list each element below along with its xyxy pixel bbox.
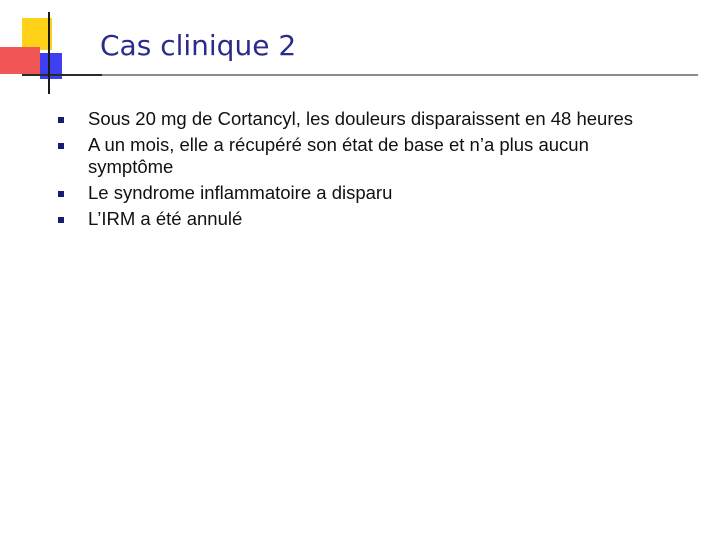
bullet-item — [58, 208, 668, 230]
decor-red-square — [0, 47, 40, 74]
bullet-text: A un mois, elle a récupéré son état de base et n’a plus aucun symptôme — [88, 134, 589, 177]
bullet-text: L’IRM a été annulé — [88, 208, 243, 229]
title-underline-accent — [22, 74, 102, 76]
title-underline — [22, 74, 698, 76]
bullet-list — [58, 108, 668, 234]
slide-title: Cas clinique 2 — [100, 29, 297, 62]
bullet-item — [58, 182, 668, 204]
bullet-square-icon — [58, 117, 64, 123]
bullet-square-icon — [58, 143, 64, 149]
bullet-item — [58, 134, 668, 178]
bullet-text: Sous 20 mg de Cortancyl, les douleurs disparaissent en 48 heures — [88, 108, 634, 129]
bullet-item — [58, 108, 668, 130]
decor-vertical-line — [48, 12, 50, 94]
bullet-text: Le syndrome inflammatoire a disparu — [88, 182, 393, 203]
bullet-square-icon — [58, 217, 64, 223]
bullet-square-icon — [58, 191, 64, 197]
